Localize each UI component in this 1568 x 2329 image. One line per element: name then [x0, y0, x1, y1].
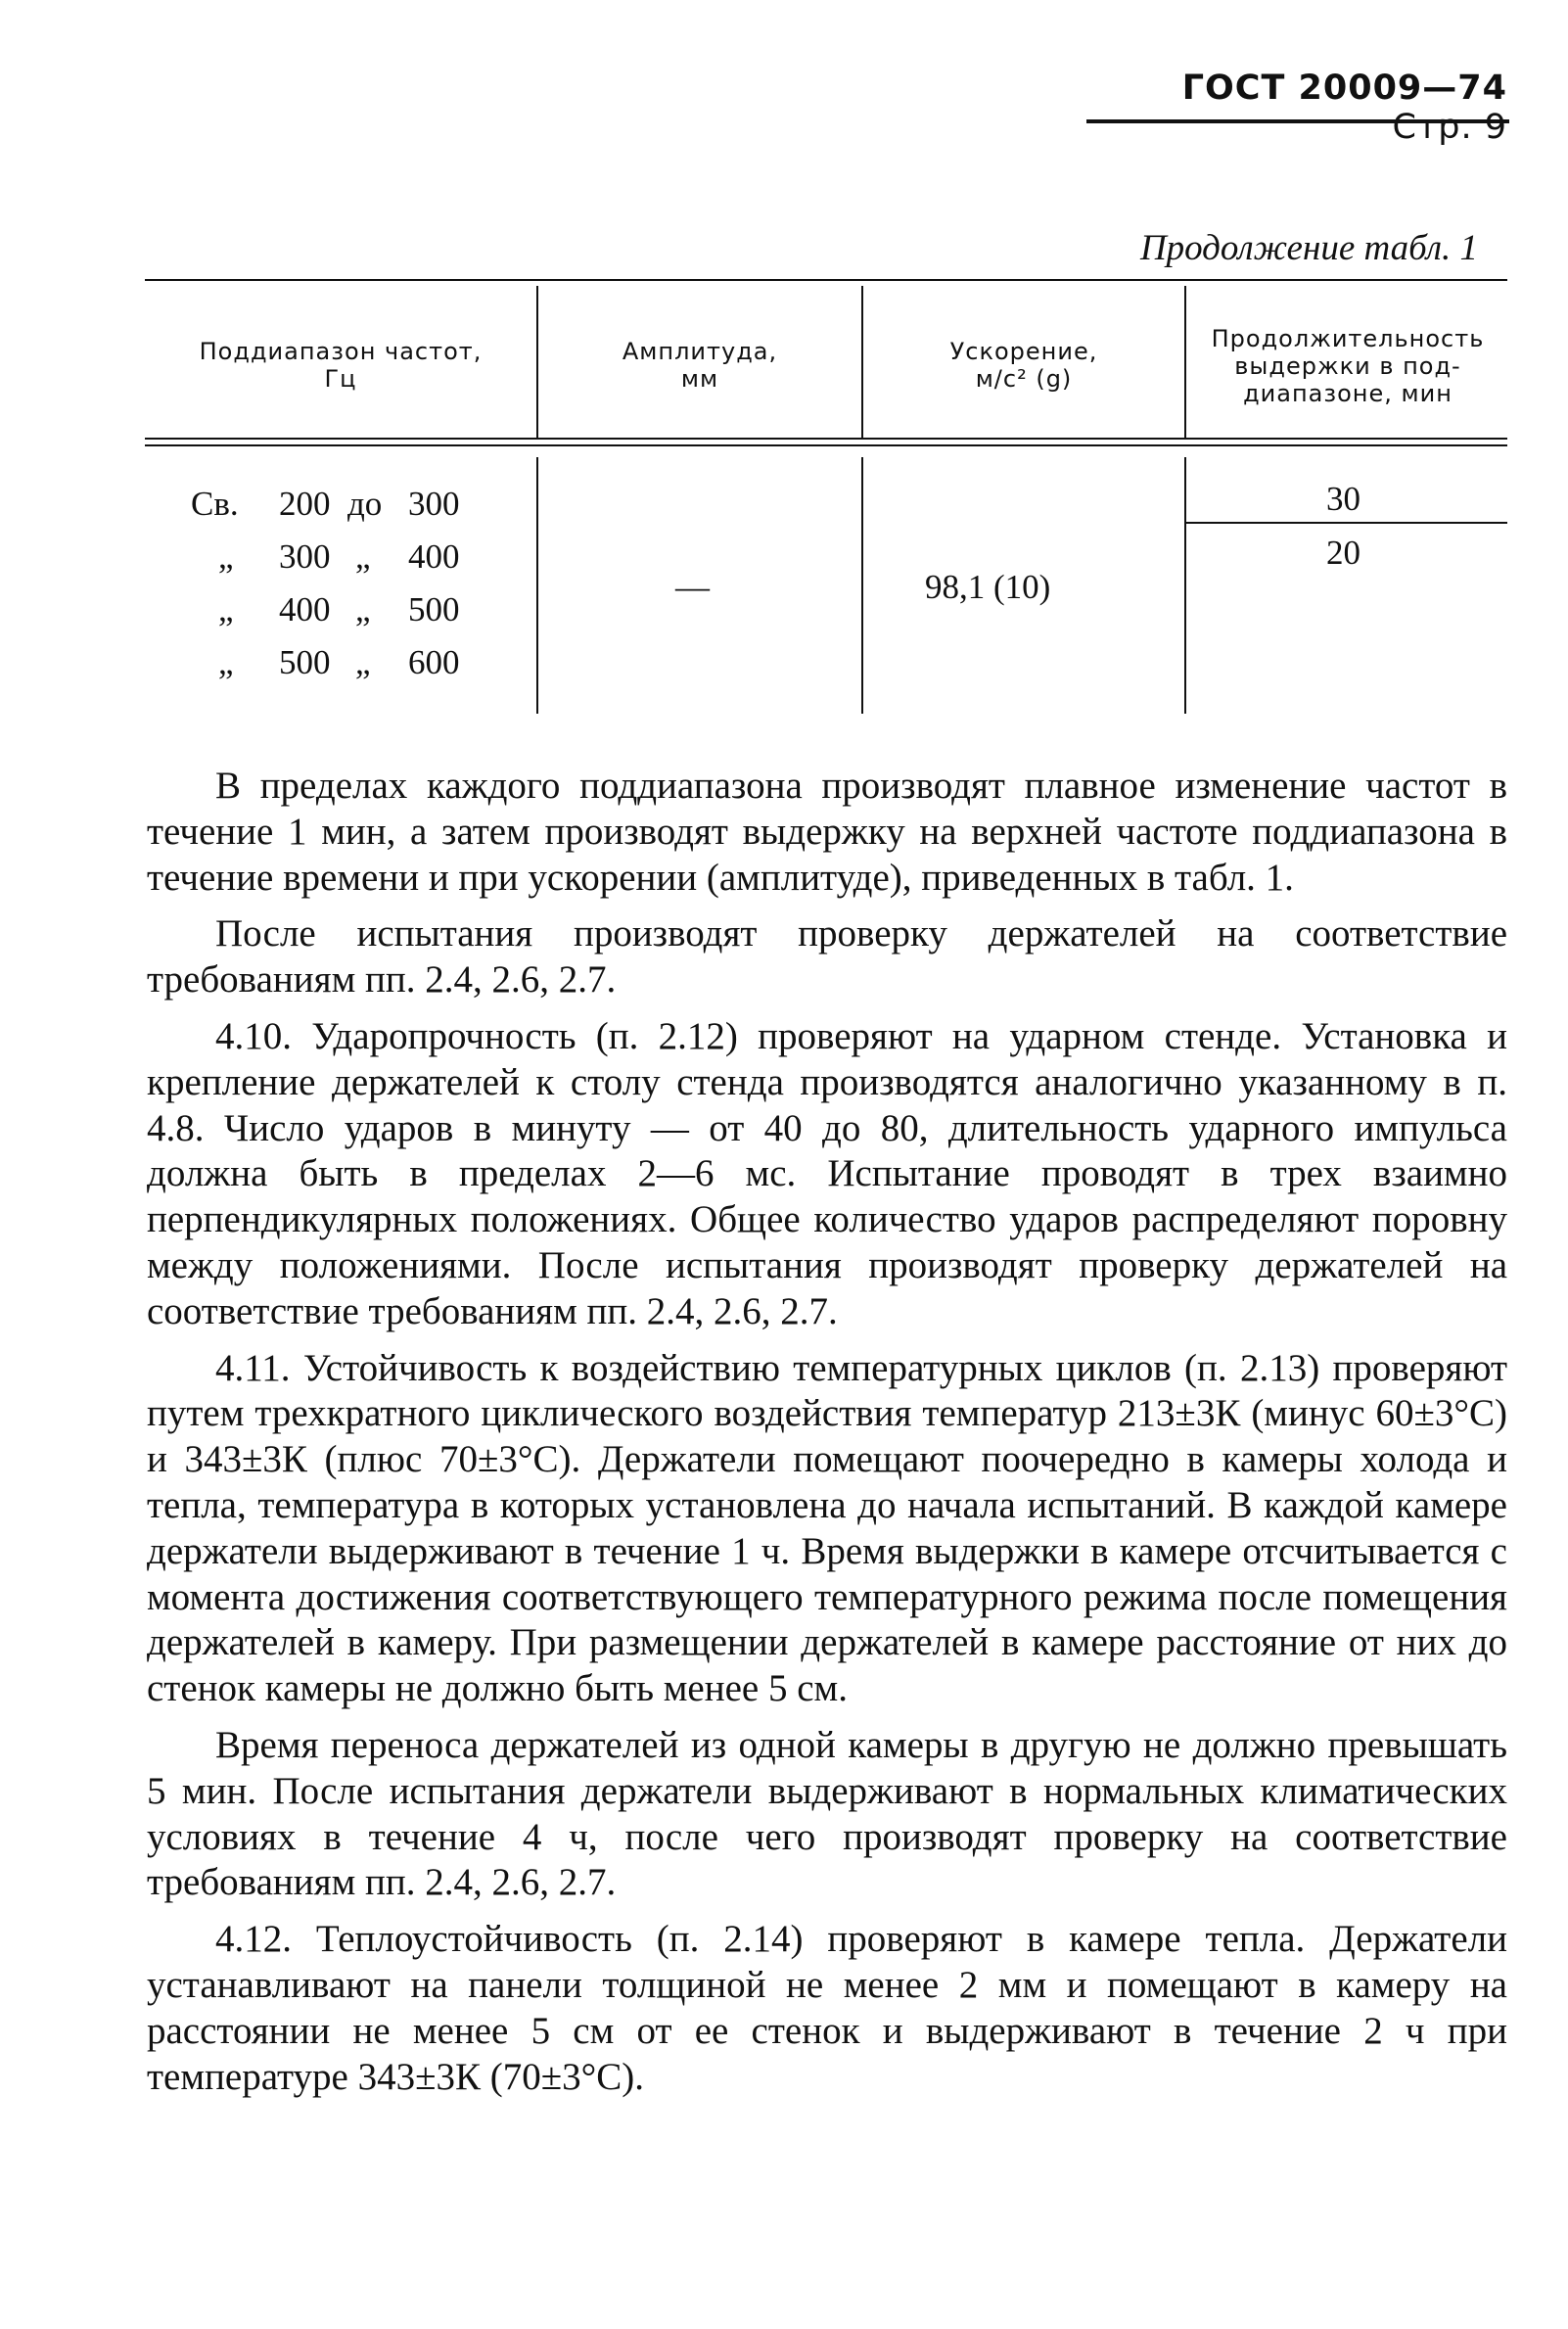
table-col-divider-1-head — [536, 286, 538, 438]
table-col-divider-3-head — [1184, 286, 1186, 438]
table-header-rule-1 — [145, 438, 1507, 440]
table-header-rule-2 — [145, 444, 1507, 446]
table-col-divider-2-body — [861, 457, 863, 714]
header-rule — [1086, 119, 1509, 123]
paragraph-3: 4.10. Ударопрочность (п. 2.12) проверяют на ударном стенде. Установка и крепление держателей к столу стенда производятся аналогично указанному в п. 4.8. Число ударов в минуту — от 40 до 80, длительность ударного импульса должна быть в пределах 2—6 мс. Испытание проводят в трех взаимно перпендикулярных положениях. Общее количество ударов распределяют поровну между положениями. После испытания производят проверку держателей на соответствие требованиям пп. 2.4, 2.6, 2.7. — [147, 1014, 1507, 1332]
frequency-list — [191, 478, 514, 689]
body-text — [147, 764, 1507, 2111]
paragraph-1: В пределах каждого поддиапазона производят плавное изменение частот в течение 1 мин, а затем производят выдержку на верхней частоте поддиапазона в течение времени и при ускорении (амплитуде), приведенных в табл. 1. — [147, 765, 1507, 899]
col-header-duration: Продолжительность выдержки в под- диапазоне, мин — [1211, 325, 1485, 407]
page-number: Стр. 9 — [1392, 108, 1507, 147]
paragraph-5: Время переноса держателей из одной камеры в другую не должно превышать 5 мин. После испытания держатели выдерживают в нормальных климатических условиях в течение 4 ч, после чего производят проверку на соответствие требованиям пп. 2.4, 2.6, 2.7. — [147, 1723, 1507, 1904]
table-col-divider-1-body — [536, 457, 538, 714]
frequency-row: Св. 200 до 300 — [191, 485, 460, 523]
frequency-row: „ 300 „ 400 — [218, 537, 460, 576]
paragraph-2: После испытания производят проверку держателей на соответствие требованиям пп. 2.4, 2.6, 2.7. — [147, 912, 1507, 1001]
table-col-divider-2-head — [861, 286, 863, 438]
col-header-acceleration: Ускорение, м/с² (g) — [949, 338, 1098, 393]
col-header-frequency: Поддиапазон частот, Гц — [199, 338, 483, 393]
amplitude-value: — — [675, 568, 710, 606]
table-continuation-caption: Продолжение табл. 1 — [1139, 228, 1478, 268]
table-top-rule — [145, 279, 1507, 281]
duration-value-1: 30 — [1326, 480, 1360, 518]
duration-value-2: 20 — [1326, 534, 1360, 572]
acceleration-value: 98,1 (10) — [925, 568, 1051, 606]
duration-cell-rule — [1186, 522, 1507, 524]
table-col-divider-3-body — [1184, 457, 1186, 714]
col-header-amplitude: Амплитуда, мм — [622, 338, 778, 393]
paragraph-6: 4.12. Теплоустойчивость (п. 2.14) проверяют в камере тепла. Держатели устанавливают на панели толщиной не менее 2 мм и помещают в камеру на расстоянии не менее 5 см от ее стенок и выдерживают в течение 2 ч при температуре 343±3К (70±3°С). — [147, 1918, 1507, 2098]
frequency-row: „ 400 „ 500 — [218, 590, 460, 629]
frequency-row: „ 500 „ 600 — [218, 643, 460, 681]
page-header — [1096, 69, 1507, 147]
paragraph-4: 4.11. Устойчивость к воздействию температурных циклов (п. 2.13) проверяют путем трехкратного циклического воздействия температур 213±3К (минус 60±3°С) и 343±3К (плюс 70±3°С). Держатели помещают поочередно в камеры холода и тепла, температура в которых установлена до начала испытаний. В каждой камере держатели выдерживают в течение 1 ч. Время выдержки в камере отсчитывается с момента достижения соответствующего температурного режима после помещения держателей в камеру. При размещении держателей в камере расстояние от них до стенок камеры не должно быть менее 5 см. — [147, 1346, 1507, 1710]
standard-code: ГОСТ 20009—74 — [1181, 69, 1507, 108]
